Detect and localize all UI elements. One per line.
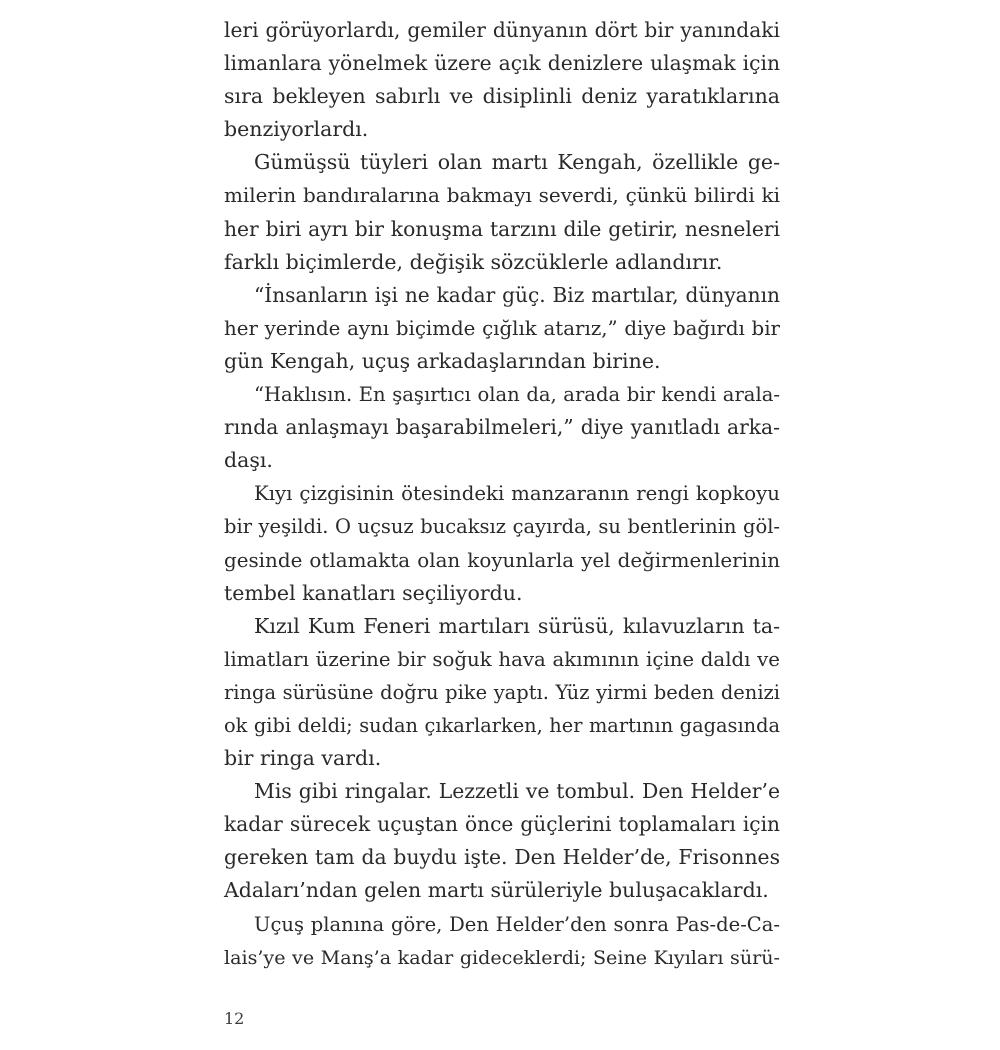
text-line: gesinde otlamakta olan koyunlarla yel değirmenlerinin [224, 548, 780, 572]
body-text [224, 14, 780, 974]
text-line: “Haklısın. En şaşırtıcı olan da, arada bir kendi arala- [254, 383, 780, 407]
text-line: Gümüşsü tüyleri olan martı Kengah, özellikle ge- [254, 150, 780, 175]
text-line: limanlara yönelmek üzere açık denizlere ulaşmak için [224, 51, 780, 76]
page-number: 12 [224, 1009, 245, 1028]
text-line: Uçuş planına göre, Den Helder’den sonra Pas-de-Ca- [254, 912, 780, 936]
text-line: farklı biçimlerde, değişik sözcüklerle adlandırır. [224, 249, 723, 274]
text-line: limatları üzerine bir soğuk hava akımının içine daldı ve [224, 647, 780, 671]
text-line: sıra bekleyen sabırlı ve disiplinli deniz yaratıklarına [224, 84, 780, 109]
text-line: gereken tam da buydu işte. Den Helder’de, Frisonnes [224, 845, 780, 870]
text-line: kadar sürecek uçuştan önce güçlerini toplamaları için [224, 812, 780, 837]
text-line: tembel kanatları seçiliyordu. [224, 580, 523, 605]
text-line: benziyorlardı. [224, 117, 369, 142]
text-line: daşı. [224, 448, 273, 473]
text-line: ringa sürüsüne doğru pike yaptı. Yüz yirmi beden denizi [224, 680, 780, 704]
text-line: ok gibi deldi; sudan çıkarlarken, her martının gagasında [224, 713, 780, 737]
text-line: her yerinde aynı biçimde çığlık atarız,” diye bağırdı bir [224, 316, 780, 340]
text-line: rında anlaşmayı başarabilmeleri,” diye yanıtladı arka- [224, 415, 780, 440]
text-line: milerin bandıralarına bakmayı severdi, çünkü bilirdi ki [224, 184, 780, 208]
text-line: gün Kengah, uçuş arkadaşlarından birine. [224, 348, 661, 373]
text-line: Kıyı çizgisinin ötesindeki manzaranın rengi kopkoyu [254, 482, 780, 506]
text-line: Kızıl Kum Feneri martıları sürüsü, kılavuzların ta- [254, 613, 780, 638]
text-line: her biri ayrı bir konuşma tarzını dile getirir, nesneleri [224, 216, 780, 241]
text-line: “İnsanların işi ne kadar güç. Biz martılar, dünyanın [254, 282, 780, 307]
text-line: Mis gibi ringalar. Lezzetli ve tombul. Den Helder’e [254, 779, 780, 804]
text-line: Adaları’ndan gelen martı sürüleriyle buluşacaklardı. [224, 878, 769, 903]
text-line: leri görüyorlardı, gemiler dünyanın dört bir yanındaki [224, 18, 780, 42]
text-line: bir ringa vardı. [224, 746, 382, 771]
text-line: bir yeşildi. O uçsuz bucaksız çayırda, su bentlerinin göl- [224, 515, 780, 539]
text-line: lais’ye ve Manş’a kadar gideceklerdi; Seine Kıyıları sürü- [224, 945, 780, 969]
